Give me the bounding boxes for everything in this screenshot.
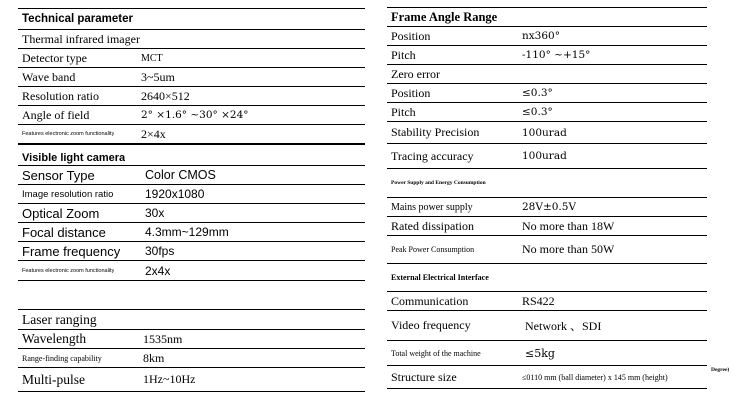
spec-label: Features electronic zoom functionality bbox=[22, 267, 115, 274]
spec-value: 2x4x bbox=[145, 263, 171, 278]
spec-value: 4.3mm~129mm bbox=[145, 225, 229, 239]
spec-label: Wave band bbox=[22, 69, 76, 84]
spec-row bbox=[18, 49, 365, 68]
spec-row bbox=[18, 125, 365, 144]
section-heading-interface bbox=[387, 264, 707, 292]
spec-label: Total weight of the machine bbox=[391, 348, 481, 358]
spec-label: Tracing accuracy bbox=[391, 148, 474, 163]
spec-value: MCT bbox=[141, 52, 163, 64]
spec-row bbox=[387, 341, 707, 366]
spec-row bbox=[387, 122, 707, 144]
spec-label: Resolution ratio bbox=[22, 88, 99, 103]
spec-label: Sensor Type bbox=[22, 167, 95, 183]
spec-row bbox=[18, 223, 365, 242]
spec-value: ≤0.3° bbox=[522, 87, 553, 99]
spec-row bbox=[387, 292, 707, 311]
spec-value: 1535nm bbox=[143, 331, 183, 346]
section-title: Laser ranging bbox=[22, 311, 97, 327]
spec-label: Features electronic zoom functionality bbox=[22, 131, 115, 137]
spec-label: Detector type bbox=[22, 50, 87, 65]
spec-value: 1920x1080 bbox=[145, 187, 205, 201]
spec-label: Video frequency bbox=[391, 318, 471, 332]
spec-value: 1Hz~10Hz bbox=[143, 372, 196, 386]
spec-row bbox=[18, 204, 365, 223]
right-spec-table bbox=[387, 7, 707, 389]
spec-row bbox=[18, 68, 365, 87]
spec-value: No more than 18W bbox=[522, 218, 615, 233]
spec-label: Image resolution ratio bbox=[22, 188, 114, 200]
spec-value: 30x bbox=[145, 206, 165, 220]
spec-row bbox=[18, 242, 365, 261]
spec-value: 28V±0.5V bbox=[522, 201, 577, 213]
spec-row bbox=[387, 217, 707, 236]
spec-label: Stability Precision bbox=[391, 125, 480, 139]
spec-row bbox=[18, 261, 365, 281]
spec-value: ≤5kg bbox=[525, 346, 555, 360]
spec-value: 2° ×1.6° ~30° ×24° bbox=[141, 109, 249, 121]
spec-value: 100urad bbox=[522, 150, 567, 162]
spec-row bbox=[18, 330, 365, 349]
spec-row bbox=[387, 46, 707, 65]
section-heading-technical-parameter bbox=[18, 9, 365, 30]
section-title: External Electrical Interface bbox=[391, 273, 489, 282]
spec-label: Peak Power Consumption bbox=[391, 245, 475, 254]
spec-label: Mains power supply bbox=[391, 201, 473, 213]
spec-value: -110° ~+15° bbox=[522, 49, 591, 61]
spec-row bbox=[387, 103, 707, 122]
spec-row bbox=[18, 106, 365, 125]
spec-row bbox=[387, 27, 707, 46]
spec-row bbox=[387, 65, 707, 84]
spec-label: Wavelength bbox=[22, 331, 87, 346]
spec-row bbox=[18, 166, 365, 185]
spec-label: Zero error bbox=[391, 66, 440, 81]
spec-label: Range-finding capability bbox=[22, 353, 102, 363]
spec-value: 2640×512 bbox=[141, 88, 190, 103]
spec-row bbox=[18, 30, 365, 49]
section-title: Power Supply and Energy Consumption bbox=[391, 180, 486, 186]
spec-row bbox=[387, 236, 707, 264]
spec-label: Position bbox=[391, 28, 431, 43]
section-title: Technical parameter bbox=[22, 13, 134, 25]
spec-row bbox=[387, 144, 707, 169]
spec-value: 3~5um bbox=[141, 69, 175, 84]
spec-row bbox=[387, 198, 707, 217]
spec-label: Focal distance bbox=[22, 224, 106, 240]
spec-row bbox=[18, 349, 365, 368]
left-spec-table bbox=[18, 8, 365, 392]
spec-label: Pitch bbox=[391, 47, 416, 62]
spec-row bbox=[387, 311, 707, 341]
spec-row bbox=[18, 368, 365, 392]
spec-row bbox=[18, 87, 365, 106]
spec-label: Thermal infrared imager bbox=[22, 31, 140, 46]
spec-label: Position bbox=[391, 85, 431, 100]
spec-value: 30fps bbox=[145, 244, 175, 258]
spec-label: Multi-pulse bbox=[22, 371, 85, 387]
spec-value: ≤0.3° bbox=[522, 106, 553, 118]
section-heading-laser-ranging bbox=[18, 309, 365, 330]
spec-row bbox=[387, 84, 707, 103]
spec-label: Pitch bbox=[391, 104, 416, 119]
spec-row bbox=[387, 366, 707, 389]
spec-label: Frame frequency bbox=[22, 243, 121, 259]
spec-label: Rated dissipation bbox=[391, 218, 474, 233]
section-title: Frame Angle Range bbox=[391, 9, 498, 24]
spec-row bbox=[18, 185, 365, 204]
spec-value: No more than 50W bbox=[522, 242, 615, 256]
spec-label: Angle of field bbox=[22, 107, 90, 122]
spec-value: ≤0110 mm (ball diameter) x 145 mm (height) bbox=[522, 372, 668, 382]
structure-size-unit-note: Degree) bbox=[711, 367, 730, 373]
section-heading-visible-light-camera bbox=[18, 144, 365, 166]
spec-value: nx360° bbox=[522, 30, 560, 42]
section-heading-power bbox=[387, 169, 707, 198]
spec-value: Color CMOS bbox=[145, 168, 216, 182]
spec-value: 100urad bbox=[522, 126, 567, 139]
spec-value: 2×4x bbox=[141, 126, 166, 141]
section-title: Visible light camera bbox=[22, 152, 126, 164]
spec-value: Network 、SDI bbox=[525, 319, 602, 333]
section-heading-frame-angle-range bbox=[387, 8, 707, 27]
spec-label: Optical Zoom bbox=[22, 205, 100, 221]
spec-label: Communication bbox=[391, 293, 469, 308]
spec-value: 8km bbox=[143, 350, 165, 365]
spec-value: RS422 bbox=[522, 293, 555, 308]
spec-label: Structure size bbox=[391, 369, 457, 384]
